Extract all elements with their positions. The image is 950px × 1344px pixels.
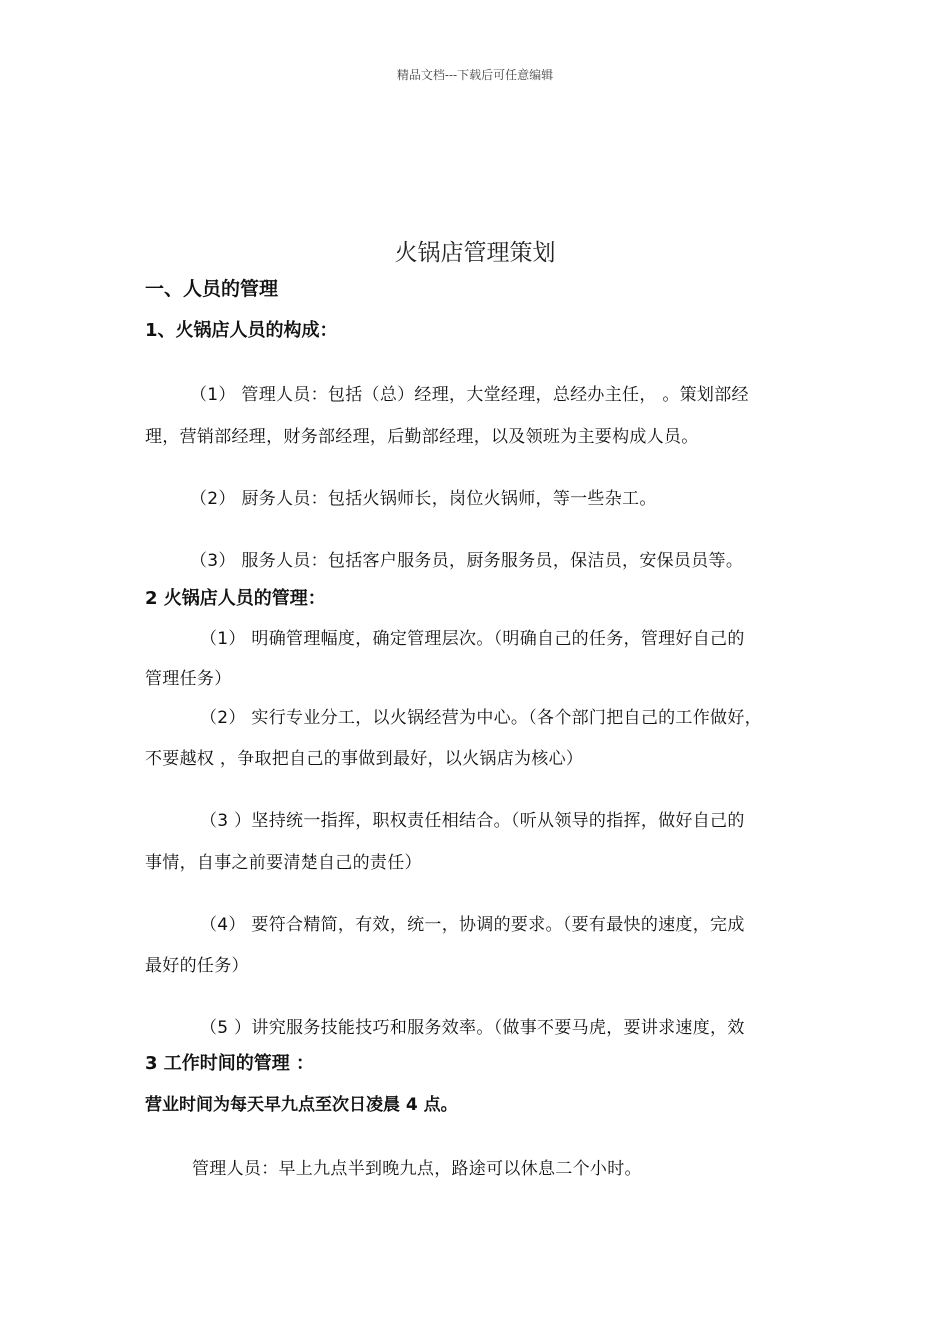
subsection-heading-working-hours: 3 工作时间的管理 ： <box>145 1053 315 1074</box>
management-item-4-line-1: （4） 要符合精简，有效，统一，协调的要求。（要有最快的速度，完成 <box>200 915 745 935</box>
subsection-heading-management: 2 火锅店人员的管理： <box>145 588 326 609</box>
subsection-heading-composition: 1、火锅店人员的构成： <box>145 320 338 341</box>
management-item-1-line-2: 管理任务） <box>145 669 232 689</box>
management-item-2-line-1: （2） 实行专业分工，以火锅经营为中心。（各个部门把自己的工作做好， <box>200 708 762 728</box>
management-item-3-line-1: （3 ）坚持统一指挥，职权责任相结合。（听从领导的指挥，做好自己的 <box>200 811 745 831</box>
management-item-3-line-2: 事情，自事之前要清楚自己的责任） <box>145 853 422 873</box>
management-item-4-line-2: 最好的任务） <box>145 956 249 976</box>
composition-item-1-line-2: 理，营销部经理，财务部经理，后勤部经理，以及领班为主要构成人员。 <box>145 427 699 447</box>
management-item-1-line-1: （1） 明确管理幅度，确定管理层次。（明确自己的任务，管理好自己的 <box>200 629 745 649</box>
management-item-2-line-2: 不要越权 ，争取把自己的事做到最好，以火锅店为核心） <box>145 749 584 769</box>
page-header: 精品文档---下载后可任意编辑 <box>396 68 554 82</box>
manager-hours-text: 管理人员：早上九点半到晚九点，路途可以休息二个小时。 <box>192 1159 642 1179</box>
section-heading-personnel: 一、人员的管理 <box>145 278 279 300</box>
composition-item-3: （3） 服务人员：包括客户服务员，厨务服务员，保洁员，安保员员等。 <box>190 551 744 571</box>
document-title: 火锅店管理策划 <box>394 240 556 266</box>
composition-item-2: （2） 厨务人员：包括火锅师长，岗位火锅师，等一些杂工。 <box>190 489 657 509</box>
business-hours-text: 营业时间为每天早九点至次日凌晨 4 点。 <box>145 1095 458 1115</box>
management-item-5-line-1: （5 ）讲究服务技能技巧和服务效率。（做事不要马虎，要讲求速度，效 <box>200 1018 745 1038</box>
composition-item-1-line-1: （1） 管理人员：包括（总）经理，大堂经理，总经办主任， 。策划部经 <box>190 385 749 405</box>
